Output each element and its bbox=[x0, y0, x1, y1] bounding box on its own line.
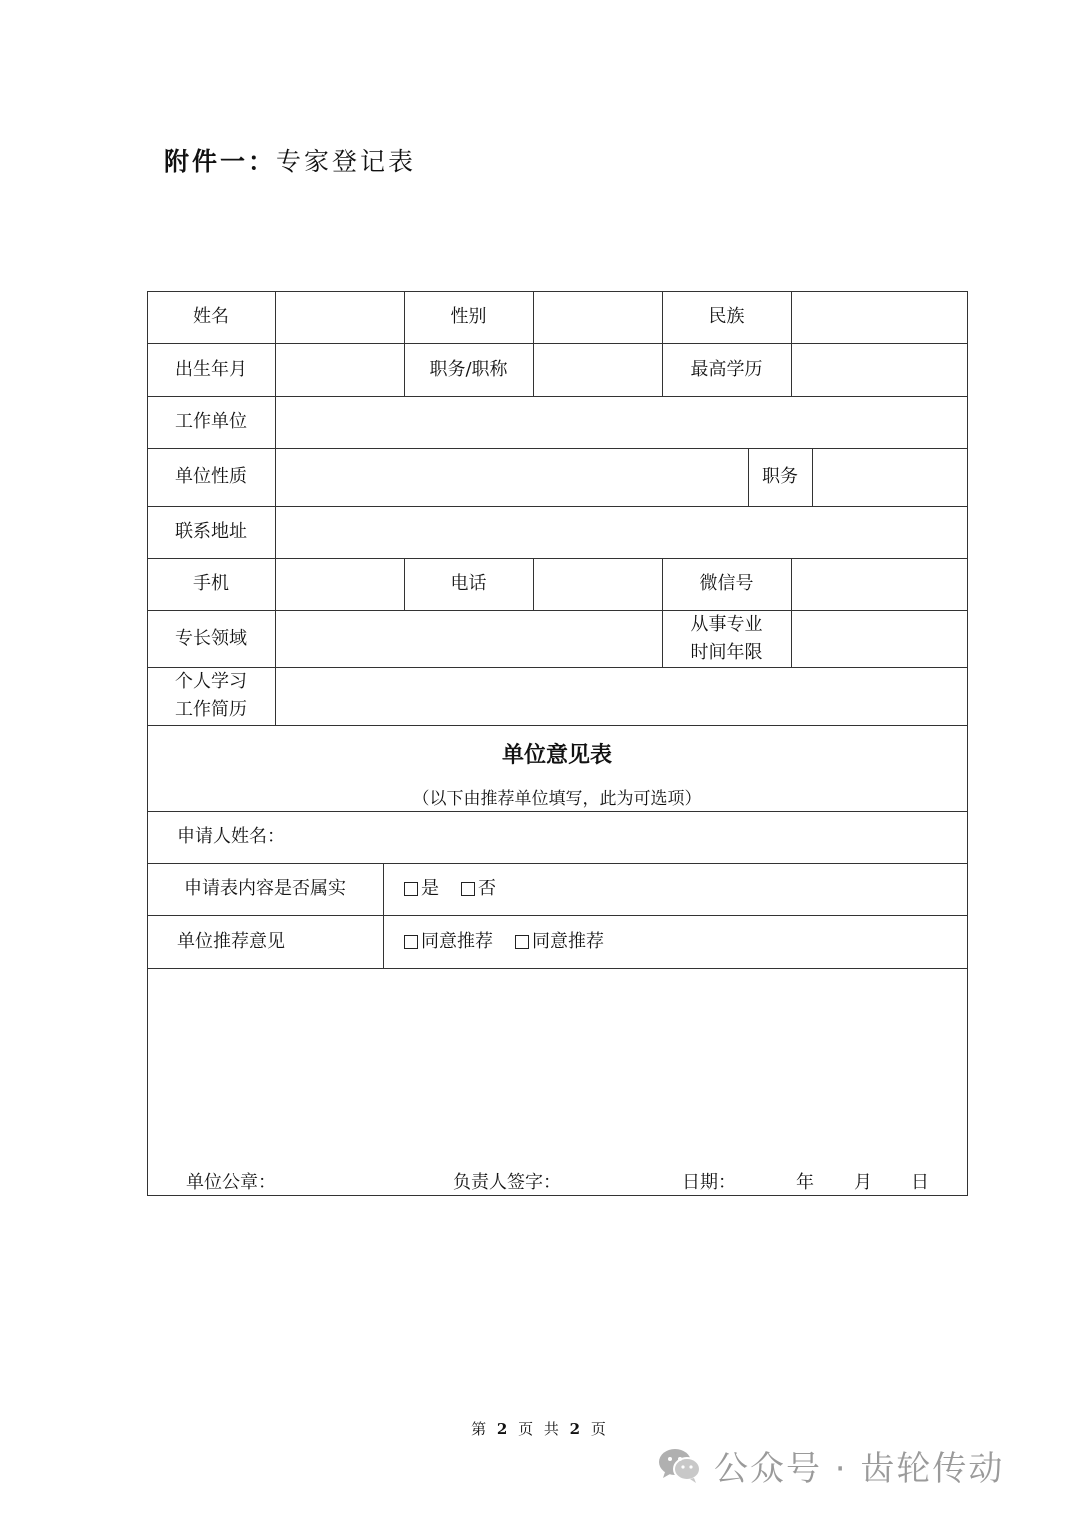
resume-label bbox=[147, 667, 275, 725]
heading-prefix: 附件一： bbox=[164, 147, 277, 176]
recommend-option-2-label: 同意推荐 bbox=[532, 930, 604, 952]
checkbox-icon bbox=[515, 935, 529, 949]
opinion-title: 单位意见表 bbox=[501, 742, 612, 768]
checkbox-icon bbox=[404, 935, 418, 949]
footer-prefix: 第 bbox=[471, 1420, 490, 1438]
unit-nature-label: 单位性质 bbox=[175, 466, 247, 487]
footer-suffix: 页 bbox=[590, 1420, 609, 1438]
wechat-label: 微信号 bbox=[699, 573, 754, 594]
years-label-line2: 时间年限 bbox=[690, 641, 763, 663]
name-input[interactable] bbox=[275, 291, 404, 343]
address-input[interactable] bbox=[275, 506, 967, 558]
yes-checkbox[interactable] bbox=[404, 875, 439, 903]
recommend-option-2[interactable] bbox=[515, 928, 604, 956]
phone-label: 电话 bbox=[450, 573, 487, 594]
resume-input[interactable] bbox=[275, 667, 967, 725]
expertise-label: 专长领域 bbox=[175, 627, 247, 649]
years-input[interactable] bbox=[791, 610, 967, 667]
truthful-options bbox=[404, 863, 964, 915]
work-unit-label: 工作单位 bbox=[175, 411, 247, 432]
wechat-input[interactable] bbox=[791, 558, 967, 610]
checkbox-icon bbox=[461, 882, 475, 896]
recommend-options bbox=[404, 915, 964, 968]
footer-page-number: 2 bbox=[496, 1420, 511, 1438]
recommend-option-1-label: 同意推荐 bbox=[421, 930, 493, 952]
wechat-icon bbox=[656, 1445, 704, 1485]
day-label: 日 bbox=[911, 1172, 929, 1193]
recommend-option-1[interactable] bbox=[404, 928, 493, 956]
education-label: 最高学历 bbox=[690, 358, 763, 380]
seal-label: 单位公章： bbox=[186, 1172, 276, 1193]
mobile-input[interactable] bbox=[275, 558, 404, 610]
work-unit-input[interactable] bbox=[275, 396, 967, 448]
footer-mid: 页 共 bbox=[518, 1420, 562, 1438]
yes-label: 是 bbox=[421, 878, 439, 899]
no-checkbox[interactable] bbox=[461, 875, 496, 903]
no-label: 否 bbox=[478, 878, 496, 899]
education-input[interactable] bbox=[791, 343, 967, 396]
position-label: 职务 bbox=[762, 466, 798, 487]
gender-input[interactable] bbox=[533, 291, 662, 343]
unit-nature-input[interactable] bbox=[275, 448, 748, 506]
year-label: 年 bbox=[796, 1172, 814, 1193]
month-label: 月 bbox=[854, 1172, 872, 1193]
position-title-input[interactable] bbox=[533, 343, 662, 396]
footer-total-pages: 2 bbox=[569, 1420, 584, 1438]
years-label-line1: 从事专业 bbox=[690, 613, 763, 635]
expertise-input[interactable] bbox=[275, 610, 662, 667]
ethnicity-label: 民族 bbox=[708, 306, 745, 327]
years-label bbox=[662, 610, 791, 667]
resume-label-line2: 工作简历 bbox=[175, 699, 247, 720]
page-footer bbox=[0, 1418, 1080, 1439]
position-title-label: 职务/职称 bbox=[429, 358, 508, 380]
mobile-label: 手机 bbox=[193, 573, 229, 594]
name-label: 姓名 bbox=[193, 306, 229, 327]
truthful-label: 申请表内容是否属实 bbox=[184, 878, 346, 899]
birth-label: 出生年月 bbox=[175, 358, 247, 380]
phone-input[interactable] bbox=[533, 558, 662, 610]
birth-input[interactable] bbox=[275, 343, 404, 396]
applicant-name-label: 申请人姓名： bbox=[177, 826, 285, 847]
ethnicity-input[interactable] bbox=[791, 291, 967, 343]
checkbox-icon bbox=[404, 882, 418, 896]
resume-label-line1: 个人学习 bbox=[175, 671, 247, 692]
opinion-note: （以下由推荐单位填写，此为可选项） bbox=[412, 789, 702, 809]
watermark-text: 公众号 · 齿轮传动 bbox=[714, 1448, 1005, 1489]
date-label: 日期： bbox=[682, 1172, 736, 1193]
signature-label: 负责人签字： bbox=[453, 1172, 561, 1193]
address-label: 联系地址 bbox=[175, 521, 247, 542]
gender-label: 性别 bbox=[450, 306, 487, 327]
watermark bbox=[656, 1440, 1004, 1490]
position-input[interactable] bbox=[812, 448, 967, 506]
recommend-label: 单位推荐意见 bbox=[177, 930, 285, 952]
heading-title: 专家登记表 bbox=[276, 147, 417, 176]
